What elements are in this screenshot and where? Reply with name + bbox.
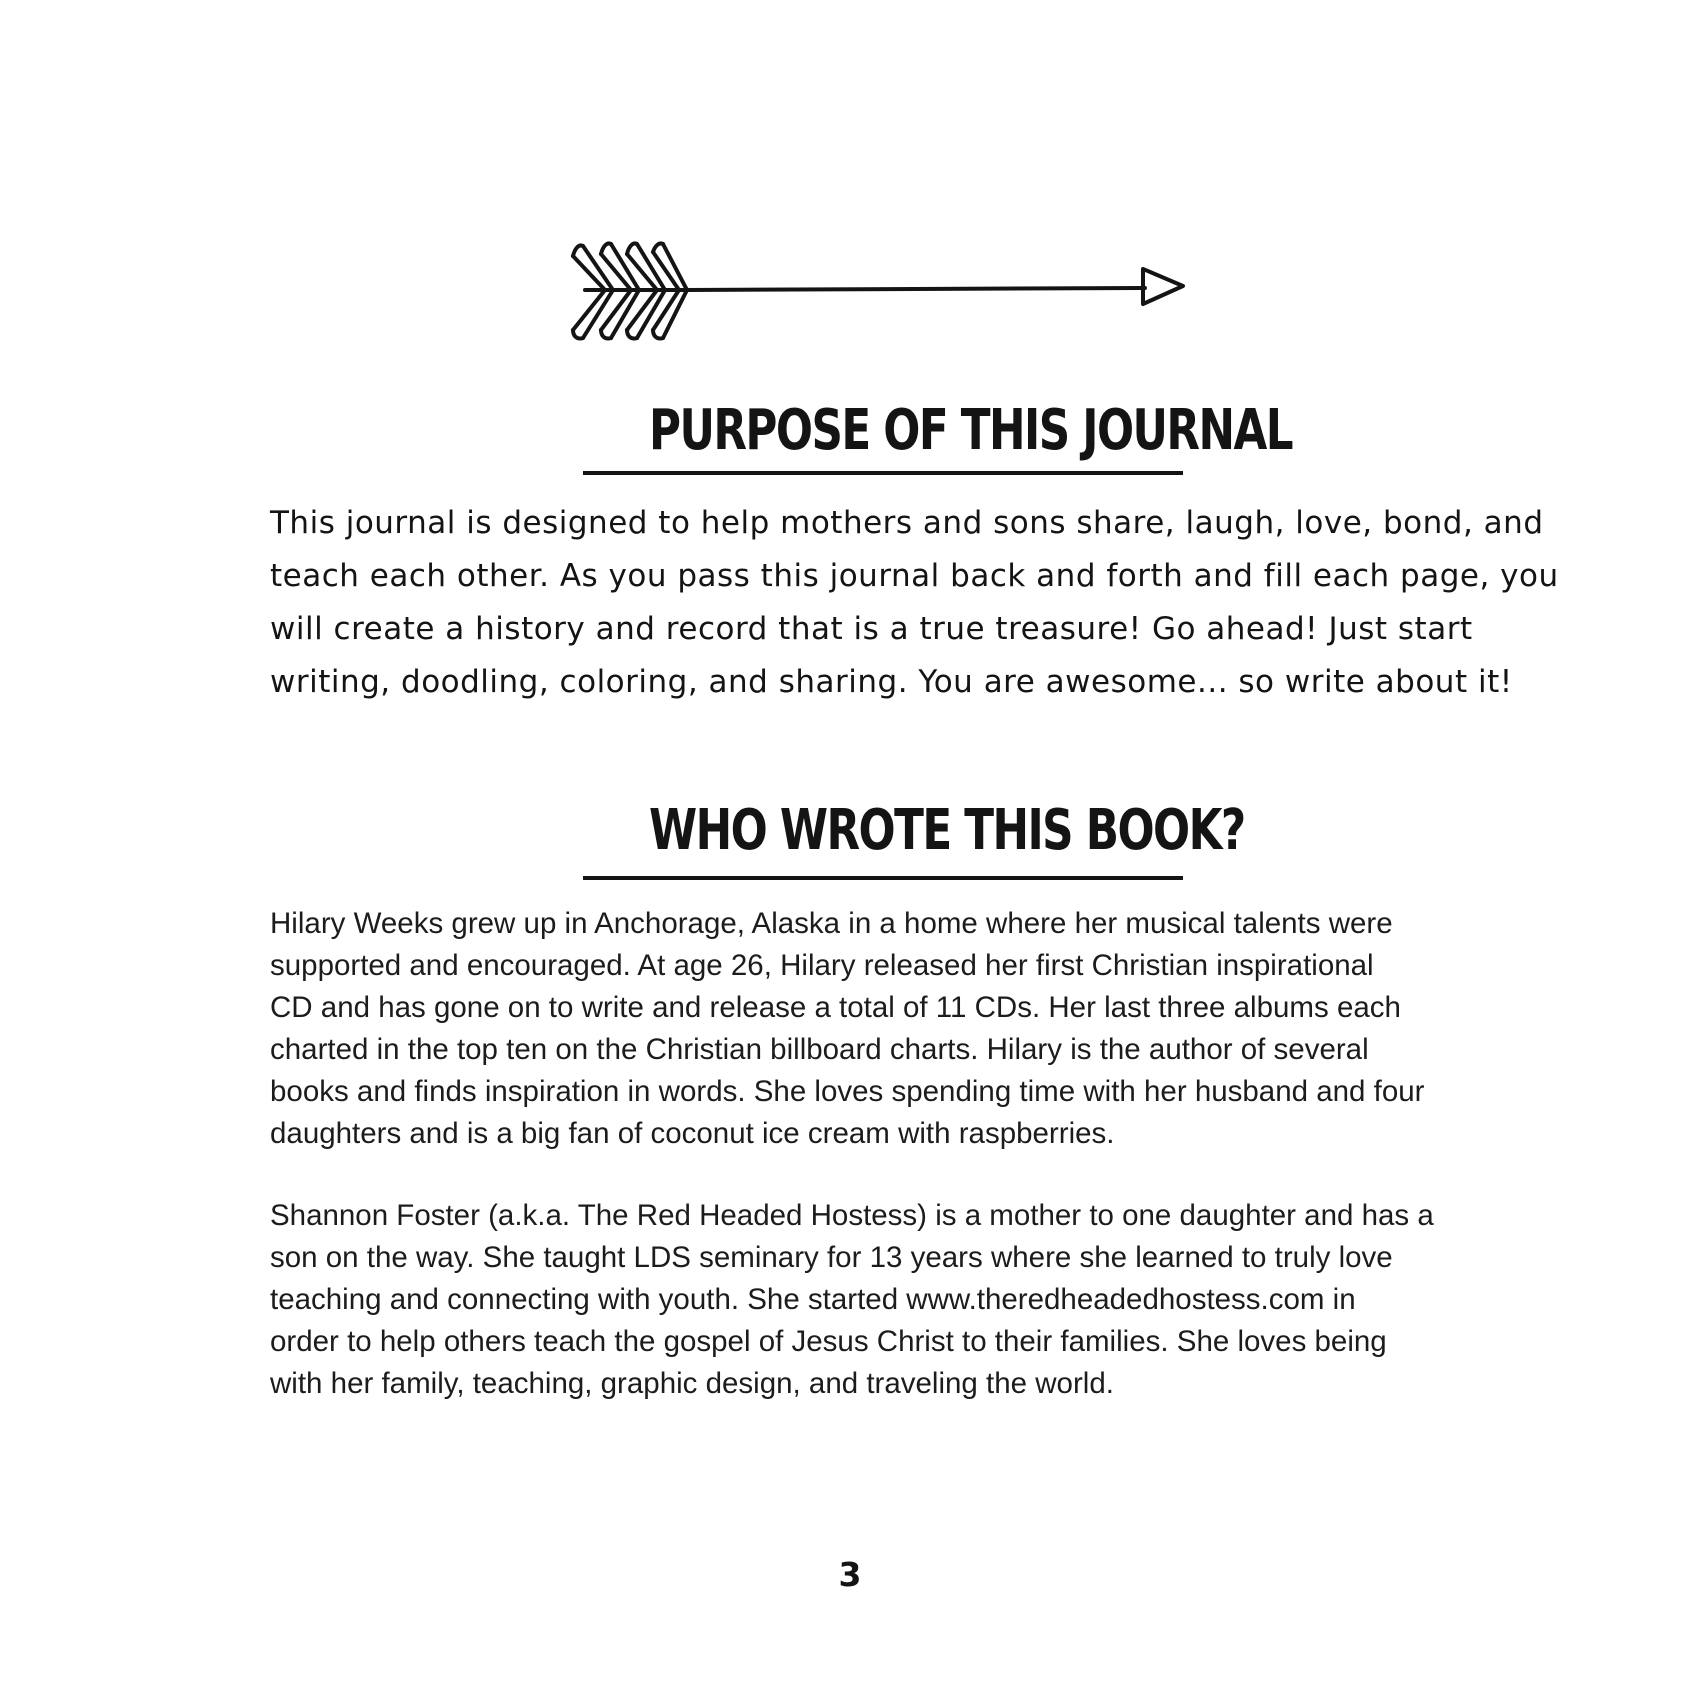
purpose-heading-underline (583, 471, 1183, 475)
bio-line: books and finds inspiration in words. She loves spending time with her husband and four (270, 1075, 1425, 1108)
authors-heading-underline (583, 876, 1183, 880)
bio-line: with her family, teaching, graphic design, and traveling the world. (270, 1367, 1114, 1400)
purpose-line: will create a history and record that is a true treasure! Go ahead! Just start (270, 611, 1473, 647)
bio-line: teaching and connecting with youth. She started www.theredheadedhostess.com in (270, 1283, 1356, 1316)
purpose-line: teach each other. As you pass this journal back and forth and fill each page, you (270, 558, 1559, 594)
bio-line: Shannon Foster (a.k.a. The Red Headed Hostess) is a mother to one daughter and has a (270, 1199, 1434, 1232)
bio-line: son on the way. She taught LDS seminary for 13 years where she learned to truly love (270, 1241, 1393, 1274)
purpose-line: writing, doodling, coloring, and sharing. You are awesome... so write about it! (270, 664, 1513, 700)
bio-line: order to help others teach the gospel of Jesus Christ to their families. She loves being (270, 1325, 1387, 1358)
bio-line: Hilary Weeks grew up in Anchorage, Alaska in a home where her musical talents were (270, 907, 1393, 940)
author-bio-hilary (270, 903, 1520, 1155)
arrow-icon (565, 238, 1195, 348)
purpose-heading: PURPOSE OF THIS JOURNAL (649, 398, 1293, 463)
purpose-line: This journal is designed to help mothers and sons share, laugh, love, bond, and (270, 505, 1544, 541)
bio-line: supported and encouraged. At age 26, Hilary released her first Christian inspirational (270, 949, 1374, 982)
purpose-paragraph (270, 497, 1559, 709)
bio-line: CD and has gone on to write and release a total of 11 CDs. Her last three albums each (270, 991, 1401, 1024)
authors-heading: WHO WROTE THIS BOOK? (649, 798, 1245, 863)
page-number: 3 (838, 1555, 862, 1594)
bio-line: charted in the top ten on the Christian billboard charts. Hilary is the author of several (270, 1033, 1369, 1066)
author-bio-shannon (270, 1195, 1520, 1405)
bio-line: daughters and is a big fan of coconut ice cream with raspberries. (270, 1117, 1115, 1150)
